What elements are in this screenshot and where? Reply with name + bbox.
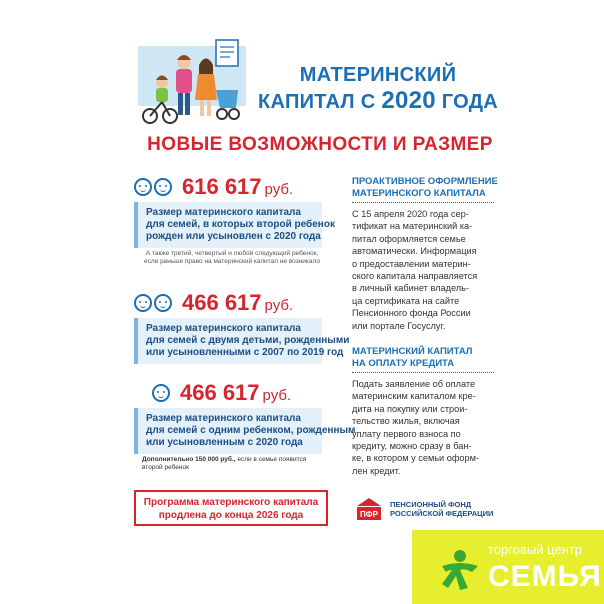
footnote-line — [142, 456, 322, 464]
amount-1 — [182, 174, 293, 200]
credit-heading — [352, 346, 497, 370]
heading-line: ПРОАКТИВНОЕ ОФОРМЛЕНИЕ — [352, 176, 498, 187]
info-box-3 — [134, 408, 356, 454]
info-box-2 — [134, 318, 350, 364]
text-line: автоматически. Информация — [352, 246, 477, 257]
pfr-name — [390, 500, 493, 518]
title-line-2-suffix: ГОДА — [435, 91, 499, 113]
program-line: Программа материнского капитала — [143, 497, 319, 508]
text-line: лен кредит. — [352, 465, 401, 476]
text-line: тификат на материнский ка- — [352, 221, 473, 232]
text-line: питал оформляется семье — [352, 233, 466, 244]
text-line: в личный кабинет владель- — [352, 283, 469, 294]
text-line: ского капитала направляется — [352, 271, 478, 282]
footnote-1 — [142, 250, 322, 266]
proactive-heading — [352, 176, 497, 200]
page-title — [256, 62, 500, 115]
amount-currency: руб. — [264, 181, 294, 198]
info-line: Размер материнского капитала — [146, 323, 301, 334]
text-line: Пенсионного фонда России — [352, 308, 471, 319]
children-icons — [134, 178, 172, 196]
info-line: или усыновленными с 2007 по 2019 год — [146, 347, 344, 358]
text-line: о предоставлении материн- — [352, 258, 471, 269]
program-extension-box — [134, 490, 328, 526]
amount-value: 616 617 — [182, 174, 262, 199]
children-icons — [152, 384, 170, 402]
pfr-logo-block — [354, 496, 493, 522]
semya-badge — [412, 530, 604, 604]
footnote-line: А также третий, четвертый и любой следующий ребенок, — [145, 250, 319, 257]
footnote-rest: если в семье появится — [235, 456, 307, 463]
title-year: 2020 — [381, 87, 436, 114]
text-line: С 15 апреля 2020 года сер- — [352, 209, 469, 219]
heading-line: МАТЕРИНСКИЙ КАПИТАЛ — [352, 346, 473, 357]
amount-row-1 — [134, 174, 293, 200]
pfr-name-line-2: РОССИЙСКОЙ ФЕДЕРАЦИИ — [390, 509, 494, 518]
text-line: уплату первого взноса по — [352, 428, 461, 439]
info-line: рожден или усыновлен с 2020 года — [146, 231, 321, 242]
document-icon — [216, 40, 238, 66]
pfr-logo-icon — [354, 496, 384, 522]
amount-row-2 — [134, 290, 293, 316]
text-line: материнским капиталом кре- — [352, 391, 476, 402]
title-line-2-prefix: КАПИТАЛ С — [257, 91, 382, 113]
info-line: для семей с одним ребенком, рожденным — [146, 425, 356, 436]
info-line: для семей, в которых второй ребенок — [146, 219, 335, 230]
child-face-icon — [134, 294, 152, 312]
text-line: кредиту, можно сразу в бан- — [352, 441, 472, 452]
child-face-icon — [154, 294, 172, 312]
info-line: для семей с двумя детьми, рожденными — [146, 335, 350, 346]
footnote-line: второй ребенок — [142, 464, 189, 471]
credit-text — [352, 378, 498, 477]
amount-2 — [182, 290, 293, 316]
text-line: ца сертификата на сайте — [352, 295, 460, 306]
title-line-2 — [256, 88, 500, 115]
children-icons — [134, 294, 172, 312]
badge-title: СЕМЬЯ — [488, 560, 602, 593]
text-line: Подать заявление об оплате — [352, 379, 476, 389]
badge-subtitle: торговый центр — [488, 542, 582, 557]
amount-currency: руб. — [262, 387, 292, 404]
amount-value: 466 617 — [182, 290, 262, 315]
program-line: продлена до конца 2026 года — [158, 510, 304, 521]
child-face-icon — [154, 178, 172, 196]
info-line: Размер материнского капитала — [146, 207, 301, 218]
pfr-logo-letters: ПФР — [360, 510, 378, 519]
amount-row-3 — [134, 380, 291, 406]
text-line: дита на покупку или строи- — [352, 403, 468, 414]
heading-line: МАТЕРИНСКОГО КАПИТАЛА — [352, 188, 486, 199]
text-line: тельство жилья, включая — [352, 416, 460, 427]
footnote-bold: Дополнительно 150 000 руб., — [142, 456, 236, 463]
info-line: Размер материнского капитала — [146, 413, 301, 424]
child-face-icon — [152, 384, 170, 402]
child-face-icon — [134, 178, 152, 196]
divider — [352, 372, 494, 373]
amount-currency: руб. — [264, 297, 294, 314]
amount-3 — [180, 380, 291, 406]
info-line: или усыновленным с 2020 года — [146, 437, 303, 448]
proactive-text — [352, 208, 498, 332]
family-illustration — [132, 38, 252, 130]
subtitle: НОВЫЕ ВОЗМОЖНОСТИ И РАЗМЕР — [147, 134, 493, 155]
poster — [120, 28, 500, 548]
footnote-2 — [142, 456, 322, 472]
semya-figure-icon — [438, 548, 482, 592]
info-box-1 — [134, 202, 335, 248]
amount-value: 466 617 — [180, 380, 260, 405]
text-line: ке, в котором у семьи оформ- — [352, 453, 480, 464]
title-line-1: МАТЕРИНСКИЙ — [299, 64, 457, 86]
pfr-name-line-1: ПЕНСИОННЫЙ ФОНД — [390, 500, 472, 509]
heading-line: НА ОПЛАТУ КРЕДИТА — [352, 358, 455, 369]
divider — [352, 202, 494, 203]
footnote-line: если раньше право на материнский капитал не возникало — [143, 258, 321, 265]
text-line: или портале Госуслуг. — [352, 320, 446, 331]
